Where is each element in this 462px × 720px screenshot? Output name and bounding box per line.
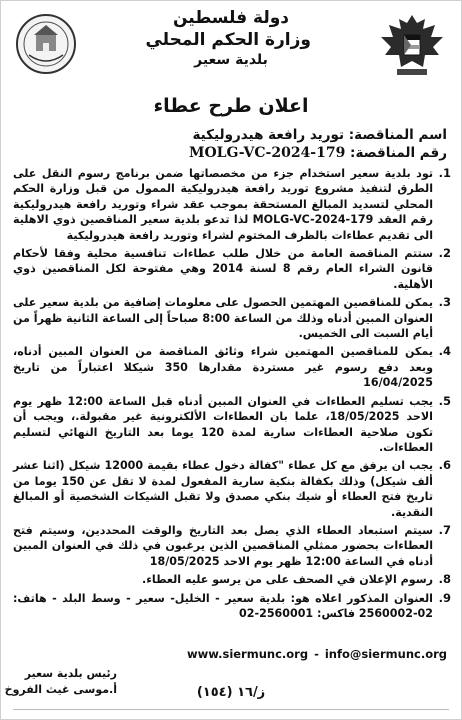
country-name: دولة فلسطين — [172, 8, 290, 28]
item-number: 7. — [438, 522, 451, 537]
item-text: سيتم استبعاد العطاء الذي يصل بعد التاريخ والوقت المحددين، وسيتم فتح العطاءات بحضور ممثلي المناقصين الذين يرغبون في ذلك في العنوان المبين أدناه في الساعة 12:00 ظهر يوم الاحد 18/05/2025 — [13, 523, 433, 568]
item-text: يجب تسليم العطاءات في العنوان المبين أدناه قبل الساعة 12:00 ظهر يوم الاحد 18/05/2025، علما بان العطاءات الألكترونية غير مقبولة.، ويجب أن تكون صلاحية العطاءات سارية لمدة 120 يوما بعد التاريخ النهائي لتسليم العطاءات. — [13, 394, 434, 454]
list-item — [13, 523, 453, 569]
item-number: 2. — [438, 246, 451, 261]
list-item — [13, 166, 453, 243]
item-number: 1. — [438, 166, 451, 180]
item-text: ستتم المناقصة العامة من خلال طلب عطاءات تنافسية محلية وفقا لأحكام قانون الشراء العام رقم 8 لسنة 2014 وهي مفتوحة لكل المناقصين ذوي الأهلية. — [13, 247, 434, 291]
bottom-divider — [13, 709, 449, 710]
list-item — [13, 458, 453, 520]
item-number: 5. — [438, 393, 451, 408]
item-number: 9. — [438, 590, 451, 605]
website-link[interactable]: www.siermunc.org — [186, 647, 309, 661]
item-text: العنوان المذكور اعلاه هو: بلدية سعير - الخليل- سعير - وسط البلد - هاتف: 02-2560002 فاكس: 2560001-02 — [13, 591, 433, 620]
signatory-title: رئيس بلدية سعير — [24, 667, 117, 680]
tender-name: اسم المناقصة: توريد رافعة هيدروليكية — [192, 127, 447, 143]
tender-number-label: رقم المناقصة: — [350, 145, 447, 161]
signatory-name: أ.موسى غيث الفروخ — [4, 683, 117, 696]
contact-line: www.siermunc.org - info@siermunc.org — [186, 647, 447, 661]
header-block — [145, 7, 311, 70]
item-number: 6. — [438, 458, 451, 473]
tender-number-value: MOLG-VC-2024-179 — [188, 145, 346, 161]
municipality-name: بلدية سعير — [194, 52, 268, 68]
municipality-seal-icon — [15, 11, 77, 77]
email-link[interactable]: info@siermunc.org — [324, 647, 447, 661]
item-text: يجب ان يرفق مع كل عطاء "كفالة دخول عطاء بقيمة 12000 شيكل (اثنا عشر ألف شيكل) وذلك بكفالة بنكية سارية المفعول لمدة لا تقل عن 150 يوما من تاريخ فتح العطاء أو شيك بنكي مصدق ولا تقبل الشيكات الشخصية أو المبالغ النقدية. — [13, 459, 433, 519]
item-text: يمكن للمناقصين المهتمين الحصول على معلومات إضافية من بلدية سعير على العنوان المبين أدناه وذلك من الساعة 8:00 صباحاً إلى الساعة الثانية ظهراً من أيام السبت الى الخميس. — [13, 296, 433, 341]
item-number: 3. — [438, 295, 451, 310]
list-item — [13, 394, 453, 456]
ministry-name: وزارة الحكم المحلي — [145, 30, 311, 50]
item-text: يمكن للمناقصين المهتمين شراء وثائق المناقصة من العنوان المبين أدناه، وبعد دفع رسوم غير مستردة مقدارها 350 شيكلا اعتباراً من تاريخ 16/04/2025 — [13, 345, 433, 390]
tender-conditions-list — [13, 166, 453, 624]
list-item — [13, 572, 453, 587]
page-title: اعلان طرح عطاء — [153, 95, 309, 117]
list-item — [13, 246, 453, 292]
tender-meta — [11, 126, 447, 162]
item-number: 4. — [438, 344, 451, 359]
item-number: 8. — [438, 572, 451, 587]
palestine-eagle-emblem-icon — [373, 7, 451, 85]
item-text: تود بلدية سعير استخدام جزء من مخصصاتها ضمن برنامج رسوم النقل على الطرق لتنفيذ مشروع توريد رافعة هيدروليكية الممول من قبل وزارة الحكم المحلي لتسديد المبالغ المستحقة بموجب عقد شراء وتوريد رافعة هيدروليكية رقم العقد MOLG-VC-2024-179 لذا تدعو بلدية سعير المناقصين ذوي الاهلية الى تقديم عطاءات بالظرف المختوم لشراء وتوريد رافعة هيدروليكية — [13, 167, 433, 242]
item-text: رسوم الإعلان في الصحف على من يرسو عليه العطاء. — [142, 573, 433, 587]
list-item — [13, 591, 453, 622]
tender-number — [11, 144, 447, 162]
edition-code: ز/١٦ (١٥٤) — [196, 685, 266, 700]
list-item — [13, 344, 453, 390]
list-item — [13, 295, 453, 341]
